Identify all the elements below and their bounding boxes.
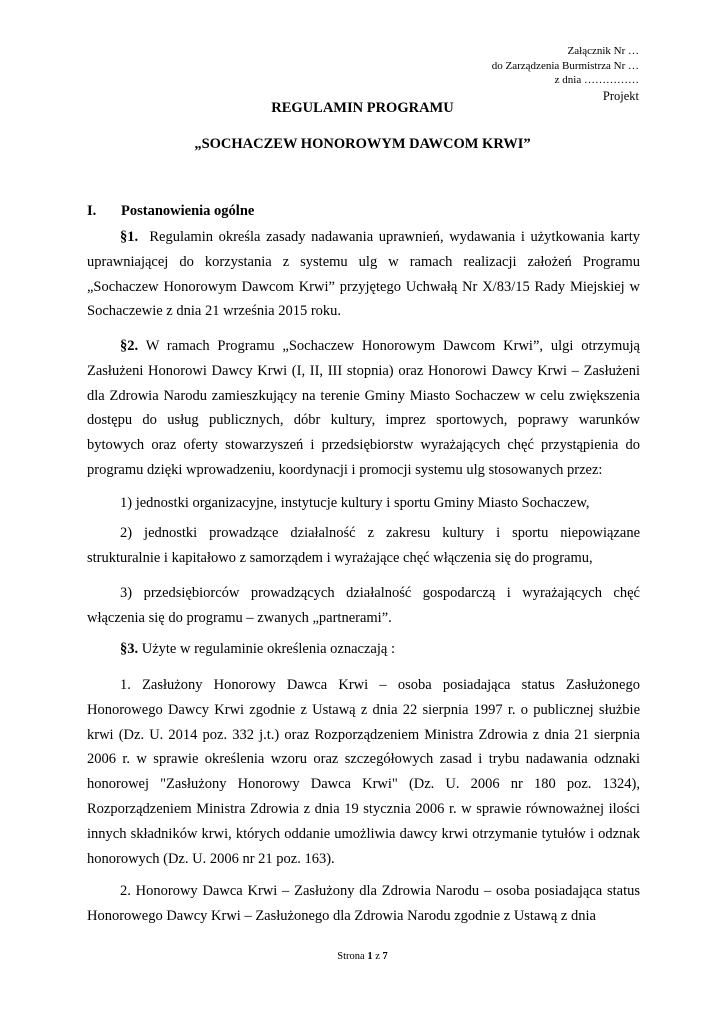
- page-footer: [0, 951, 725, 962]
- paragraph-1-text: Regulamin określa zasady nadawania uprawnień, wydawania i użytkowania karty uprawniającej do korzystania z systemu ulg w ramach realizacji założeń Programu „Sochaczew Honorowym Dawcom Krwi” przyjętego Uchwałą Nr X/83/15 Rady Miejskiej w Sochaczewie z dnia 21 września 2015 roku.: [87, 229, 640, 320]
- project-label: Projekt: [602, 88, 639, 103]
- paragraph-1: [87, 225, 640, 324]
- page-label: Strona: [337, 951, 365, 962]
- section-heading: [87, 203, 254, 220]
- document-title: REGULAMIN PROGRAMU: [271, 100, 454, 116]
- page-total: 7: [382, 951, 388, 962]
- definition-1: 1. Zasłużony Honorowy Dawca Krwi – osoba posiadająca status Zasłużonego Honorowego Dawcy Krwi zgodnie z Ustawą z dnia 22 sierpnia 1997 r. o publicznej służbie krwi (Dz. U. 2014 poz. 332 j.t.) oraz Rozporządzeniem Ministra Zdrowia z dnia 21 sierpnia 2006 r. w sprawie określenia wzoru oraz szczegółowych zasad i trybu nadawania odznaki honorowej "Zasłużony Honorowy Dawca Krwi" (Dz. U. 2006 nr 180 poz. 1324), Rozporządzeniem Ministra Zdrowia z dnia 19 stycznia 2006 r. w sprawie równoważnej ilości innych składników krwi, których oddanie umożliwia dawcy krwi otrzymanie tytułów i odznak honorowych (Dz. U. 2006 nr 21 poz. 163).: [87, 677, 640, 867]
- paragraph-3: [87, 637, 640, 662]
- list-item-3: 3) przedsiębiorców prowadzących działalność gospodarczą i wyrażających chęć włączenia się do programu – zwanych „partnerami”.: [87, 585, 640, 626]
- paragraph-1-label: §1.: [120, 229, 139, 245]
- definition-2: 2. Honorowy Dawca Krwi – Zasłużony dla Zdrowia Narodu – osoba posiadająca status Honorowego Dawcy Krwi – Zasłużonego dla Zdrowia Narodu zgodnie z Ustawą z dnia: [87, 883, 640, 924]
- list-item-1: 1) jednostki organizacyjne, instytucje kultury i sportu Gminy Miasto Sochaczew,: [120, 495, 590, 511]
- paragraph-3-text: Użyte w regulaminie określenia oznaczają :: [141, 641, 395, 657]
- paragraph-3-label: §3.: [120, 641, 139, 657]
- attachment-number: Załącznik Nr …: [567, 45, 639, 57]
- ordinance-date: z dnia ……………: [554, 74, 639, 86]
- page-of: z: [375, 951, 380, 962]
- page-current: 1: [367, 951, 373, 962]
- section-title: Postanowienia ogólne: [121, 203, 255, 219]
- program-name: „SOCHACZEW HONOROWYM DAWCOM KRWI”: [194, 136, 531, 152]
- section-number: I.: [87, 203, 97, 219]
- paragraph-2-text: W ramach Programu „Sochaczew Honorowym Dawcom Krwi”, ulgi otrzymują Zasłużeni Honorowi Dawcy Krwi (I, II, III stopnia) oraz Honorowi Dawcy Krwi – Zasłużeni dla Zdrowia Narodu zamieszkujący na terenie Gminy Miasto Sochaczew w celu zwiększenia dostępu do usług publicznych, dóbr kultury, imprez sportowych, poprawy warunków bytowych oraz oferty stowarzyszeń i przedsiębiorstw wyrażających chęć przystąpienia do programu dzięki wprowadzeniu, koordynacji i promocji systemu ulg stosowanych przez:: [87, 338, 640, 478]
- paragraph-2-label: §2.: [120, 338, 139, 354]
- list-item-2: 2) jednostki prowadzące działalność z zakresu kultury i sportu niepowiązane strukturalnie i kapitałowo z samorządem i wyrażające chęć włączenia się do programu,: [87, 525, 640, 566]
- attachment-header: [492, 44, 639, 104]
- paragraph-2: [87, 334, 640, 483]
- ordinance-reference: do Zarządzenia Burmistrza Nr …: [491, 59, 639, 72]
